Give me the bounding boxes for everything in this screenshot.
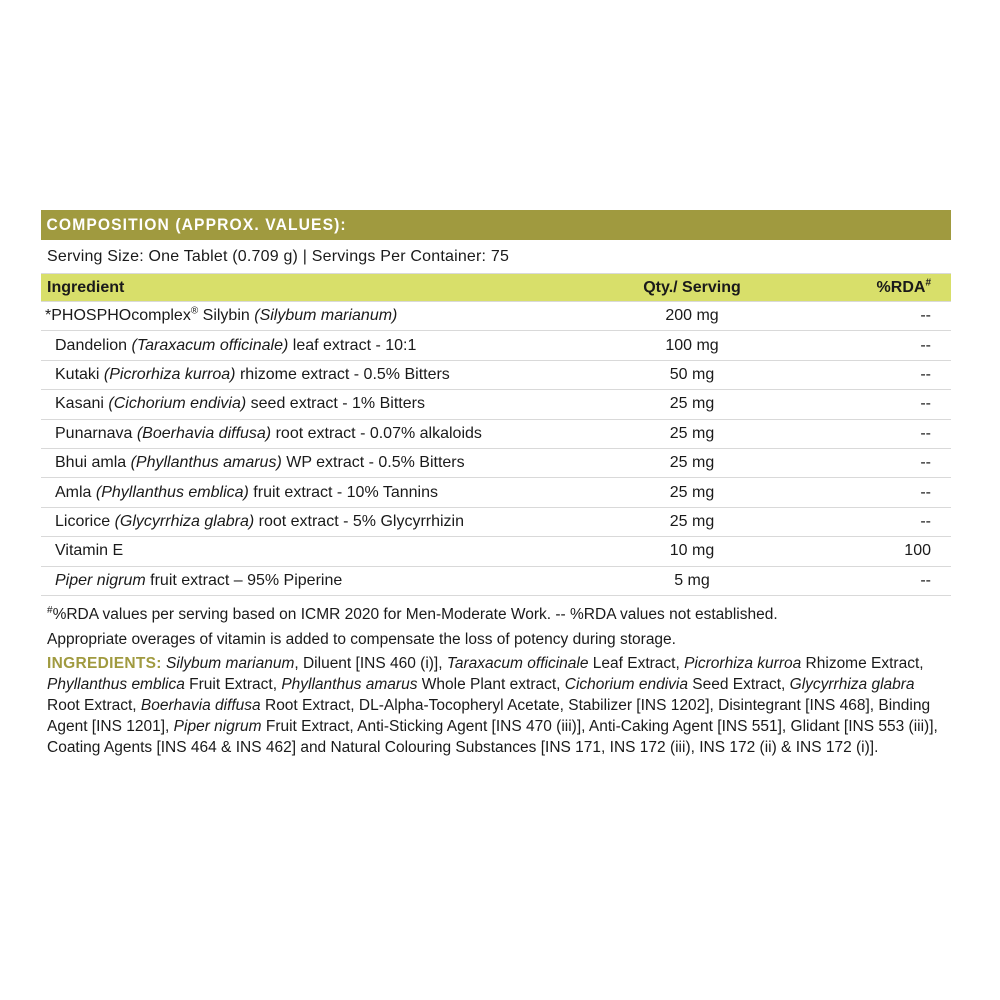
ingredient-botanical: Cichorium endivia: [564, 675, 688, 693]
table-row: [41, 478, 951, 507]
botanical-name: (Phyllanthus amarus): [130, 454, 282, 472]
ingredient-text: Leaf Extract,: [588, 654, 685, 672]
botanical-name: (Cichorium endivia): [108, 395, 247, 413]
ingredient-botanical: Phyllanthus emblica: [47, 675, 185, 693]
ingredient-detail: fruit extract - 10% Tannins: [248, 483, 438, 501]
table-row: [41, 507, 951, 536]
col-rda-label: %RDA: [876, 278, 926, 296]
rda-cell: --: [837, 331, 951, 360]
table-row: [41, 302, 951, 331]
botanical-name: (Taraxacum officinale): [131, 336, 289, 354]
botanical-name: (Picrorhiza kurroa): [103, 365, 236, 383]
col-rda: [837, 274, 951, 302]
ingredient-cell: [41, 566, 587, 595]
ingredient-name-suffix: Silybin: [198, 307, 255, 325]
col-ingredient: Ingredient: [41, 274, 587, 302]
qty-cell: 25 mg: [587, 478, 837, 507]
serving-info: Serving Size: One Tablet (0.709 g) | Servings Per Container: 75: [41, 240, 951, 274]
table-row: [41, 360, 951, 389]
footnotes: [41, 602, 951, 652]
rda-note: [47, 602, 951, 627]
table-header-row: [41, 274, 951, 302]
composition-header-bar: [41, 210, 951, 240]
rda-cell: --: [837, 566, 951, 595]
ingredient-name: Licorice: [55, 512, 115, 530]
rda-note-text: %RDA values per serving based on ICMR 2020 for Men-Moderate Work. -- %RDA values not established.: [52, 605, 778, 623]
qty-cell: 50 mg: [587, 360, 837, 389]
ingredient-botanical: Glycyrrhiza glabra: [789, 675, 915, 693]
ingredient-cell: [41, 448, 587, 477]
ingredient-botanical: Boerhavia diffusa: [140, 696, 261, 714]
ingredient-cell: [41, 537, 587, 566]
qty-cell: 100 mg: [587, 331, 837, 360]
ingredient-cell: [41, 390, 587, 419]
table-row: [41, 448, 951, 477]
overage-note: Appropriate overages of vitamin is added to compensate the loss of potency during storage.: [47, 630, 676, 648]
rda-cell: --: [837, 302, 951, 331]
qty-cell: 25 mg: [587, 507, 837, 536]
botanical-name: (Silybum marianum): [254, 307, 398, 325]
ingredient-detail: rhizome extract - 0.5% Bitters: [235, 365, 450, 383]
ingredient-detail: leaf extract - 10:1: [288, 336, 417, 354]
ingredient-name: Vitamin E: [55, 542, 124, 560]
ingredient-botanical: Taraxacum officinale: [446, 654, 589, 672]
ingredient-cell: [41, 360, 587, 389]
botanical-name: Piper nigrum: [55, 571, 146, 589]
ingredient-name: Kutaki: [55, 365, 104, 383]
ingredient-botanical: Piper nigrum: [173, 717, 262, 735]
rda-cell: --: [837, 419, 951, 448]
ingredient-detail: fruit extract – 95% Piperine: [145, 571, 343, 589]
composition-panel: [41, 210, 951, 758]
rda-cell: --: [837, 507, 951, 536]
table-row: [41, 331, 951, 360]
ingredient-detail: WP extract - 0.5% Bitters: [281, 454, 465, 472]
table-row: [41, 537, 951, 566]
ingredient-text: Seed Extract,: [687, 675, 790, 693]
qty-cell: 10 mg: [587, 537, 837, 566]
qty-cell: 25 mg: [587, 390, 837, 419]
rda-note-mark: #: [47, 604, 53, 616]
ingredient-text: Rhizome Extract,: [801, 654, 924, 672]
ingredient-name: Dandelion: [55, 336, 132, 354]
composition-table: [41, 274, 951, 596]
ingredient-cell: [41, 302, 587, 331]
ingredients-paragraph: [41, 653, 951, 758]
ingredients-label: INGREDIENTS:: [47, 654, 162, 672]
ingredient-botanical: Silybum marianum: [166, 654, 295, 672]
ingredient-detail: root extract - 5% Glycyrrhizin: [254, 512, 464, 530]
ingredient-cell: [41, 478, 587, 507]
composition-header: COMPOSITION (APPROX. VALUES):: [41, 210, 951, 240]
ingredient-cell: [41, 331, 587, 360]
ingredient-name: *PHOSPHOcomplex: [45, 307, 191, 325]
table-row: [41, 419, 951, 448]
ingredient-detail: seed extract - 1% Bitters: [246, 395, 425, 413]
ingredient-botanical: Picrorhiza kurroa: [684, 654, 802, 672]
ingredient-text: Whole Plant extract,: [417, 675, 565, 693]
ingredient-text: Root Extract,: [47, 696, 141, 714]
registered-mark: ®: [190, 305, 199, 317]
col-qty: Qty./ Serving: [587, 274, 837, 302]
qty-cell: 25 mg: [587, 448, 837, 477]
qty-cell: 200 mg: [587, 302, 837, 331]
ingredient-text: Fruit Extract, Anti-Sticking Agent [INS 470 (iii)], Anti-Caking Agent [INS 551], Glidant [INS 553 (iii)], Coating Agents [INS 464 & INS 462] and Natural Colouring Substances [INS 171, INS 172 (iii), INS 172 (ii) & INS 172 (i)].: [47, 717, 938, 756]
botanical-name: (Boerhavia diffusa): [136, 424, 272, 442]
ingredient-detail: root extract - 0.07% alkaloids: [271, 424, 482, 442]
rda-cell: 100: [837, 537, 951, 566]
table-row: [41, 566, 951, 595]
ingredient-cell: [41, 507, 587, 536]
ingredient-text: Root Extract, DL-Alpha-Tocopheryl Acetate, Stabilizer [INS 1202], Disintegrant [INS 468], Binding Agent [INS 1201],: [47, 696, 931, 735]
rda-cell: --: [837, 478, 951, 507]
ingredient-name: Kasani: [55, 395, 109, 413]
ingredient-name: Bhui amla: [55, 454, 131, 472]
ingredient-name: Amla: [55, 483, 96, 501]
rda-cell: --: [837, 390, 951, 419]
ingredient-text: , Diluent [INS 460 (i)],: [294, 654, 447, 672]
table-row: [41, 390, 951, 419]
botanical-name: (Phyllanthus emblica): [95, 483, 249, 501]
ingredient-cell: [41, 419, 587, 448]
rda-cell: --: [837, 360, 951, 389]
botanical-name: (Glycyrrhiza glabra): [114, 512, 255, 530]
ingredient-name: Punarnava: [55, 424, 137, 442]
ingredient-text: Fruit Extract,: [184, 675, 282, 693]
ingredient-botanical: Phyllanthus amarus: [281, 675, 418, 693]
qty-cell: 5 mg: [587, 566, 837, 595]
qty-cell: 25 mg: [587, 419, 837, 448]
col-rda-mark: #: [925, 277, 931, 289]
rda-cell: --: [837, 448, 951, 477]
